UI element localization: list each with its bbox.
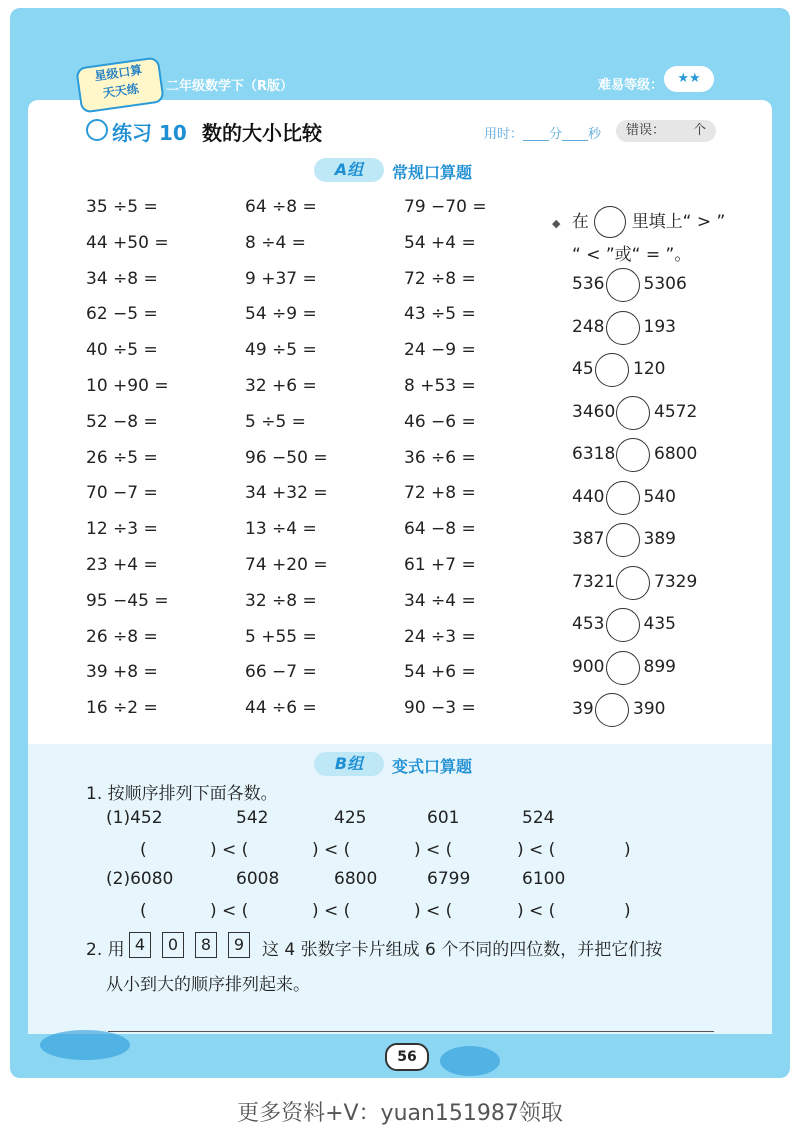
order-paren: ) [624, 901, 631, 921]
answer-circle[interactable] [595, 353, 629, 387]
calc-item: 39 +8 = [86, 662, 158, 683]
calc-item: 66 −7 = [245, 662, 317, 683]
calc-item: 24 ÷3 = [404, 626, 476, 647]
calc-item: 26 ÷5 = [86, 447, 158, 468]
compare-left-value: 45 [572, 359, 594, 379]
order-paren: ) < ( [414, 840, 453, 860]
order-number: 6800 [334, 869, 378, 889]
errors-unit: 个 [693, 123, 707, 138]
digit-card: 0 [162, 932, 184, 958]
group-a-title: 常规口算题 [392, 163, 473, 182]
logo-line1: 星级口算 [93, 62, 144, 84]
compare-right-value: 390 [633, 699, 666, 719]
calc-item: 32 +6 = [245, 376, 317, 396]
compare-right-value: 5306 [643, 274, 687, 294]
calc-item: 96 −50 = [245, 447, 328, 468]
calc-item: 49 ÷5 = [245, 340, 317, 361]
calc-item: 34 +32 = [245, 483, 328, 504]
order-paren: ) < ( [414, 901, 453, 921]
order-paren: ) < ( [210, 840, 249, 860]
calc-item: 23 +4 = [86, 555, 158, 575]
calc-item: 24 −9 = [404, 340, 476, 361]
compare-right-value: 7329 [654, 571, 698, 592]
calc-item: 34 ÷4 = [404, 590, 476, 611]
compare-instr-3: “ < ”或“ = ”。 [572, 245, 692, 265]
order-number: 6799 [427, 869, 471, 889]
calc-item: 54 +6 = [404, 662, 476, 683]
alarm-clock-icon [86, 119, 108, 141]
calc-item: 13 ÷4 = [245, 519, 317, 540]
calc-item: 40 ÷5 = [86, 340, 158, 361]
calc-item: 64 −8 = [404, 519, 476, 540]
sample-circle-icon [594, 206, 626, 238]
compare-left-value: 39 [572, 699, 594, 719]
compare-left-value: 3460 [572, 401, 616, 422]
watermark-text: 更多资料+V：yuan151987领取 [237, 1101, 563, 1126]
answer-circle[interactable] [606, 481, 640, 515]
calc-item: 26 ÷8 = [86, 626, 158, 647]
calc-item: 8 +53 = [404, 376, 476, 396]
answer-circle[interactable] [606, 608, 640, 642]
answer-circle[interactable] [595, 693, 629, 727]
order-number: 6008 [236, 869, 280, 889]
calc-item: 72 +8 = [404, 483, 476, 504]
calc-item: 79 −70 = [404, 197, 487, 217]
calc-item: 35 ÷5 = [86, 197, 158, 217]
order-paren: ) < ( [312, 901, 351, 921]
page-number: 56 [385, 1043, 429, 1071]
compare-left-value: 536 [572, 274, 605, 294]
exercise-title: 数的大小比较 [202, 121, 322, 145]
calc-item: 12 ÷3 = [86, 519, 158, 540]
calc-item: 16 ÷2 = [86, 698, 158, 719]
digit-card: 4 [129, 932, 151, 958]
question-1: 1. 按顺序排列下面各数。 [86, 784, 278, 804]
question-2-line2: 从小到大的顺序排列起来。 [106, 975, 310, 995]
calc-item: 5 ÷5 = [245, 411, 306, 432]
time-field: 用时：____分____秒 [484, 127, 602, 142]
digit-card: 9 [228, 932, 250, 958]
calc-item: 72 ÷8 = [404, 268, 476, 289]
answer-circle[interactable] [606, 651, 640, 685]
calc-item: 54 +4 = [404, 232, 476, 253]
answer-circle[interactable] [606, 311, 640, 345]
compare-left-value: 440 [572, 486, 605, 507]
order-number: (1)452 [106, 808, 163, 828]
calc-item: 54 ÷9 = [245, 304, 317, 325]
answer-circle[interactable] [616, 396, 650, 430]
calc-item: 61 +7 = [404, 555, 476, 575]
calc-item: 9 +37 = [245, 268, 317, 289]
answer-circle[interactable] [616, 566, 650, 600]
calc-item: 95 −45 = [86, 590, 169, 611]
difficulty-stars: ★★ [664, 66, 714, 92]
order-number: 601 [427, 808, 460, 828]
compare-right-value: 4572 [654, 401, 698, 422]
compare-right-value: 6800 [654, 444, 698, 464]
group-b-badge: B组 [314, 752, 384, 776]
calc-item: 90 −3 = [404, 698, 476, 719]
calc-item: 74 +20 = [245, 555, 328, 575]
question-2-suffix: 这 4 张数字卡片组成 6 个不同的四位数，并把它们按 [262, 940, 663, 960]
answer-circle[interactable] [606, 268, 640, 302]
difficulty-label: 难易等级： [598, 78, 664, 93]
exercise-label: 练习 10 [112, 121, 187, 145]
calc-item: 52 −8 = [86, 411, 158, 432]
calc-item: 64 ÷8 = [245, 197, 317, 217]
calc-item: 43 ÷5 = [404, 304, 476, 325]
wave-decoration-left [40, 1030, 130, 1060]
group-b-title: 变式口算题 [392, 757, 473, 776]
compare-right-value: 120 [633, 359, 666, 379]
order-paren: ) < ( [517, 840, 556, 860]
compare-right-value: 540 [643, 486, 676, 507]
order-paren: ) < ( [312, 840, 351, 860]
calc-item: 70 −7 = [86, 483, 158, 504]
order-number: 6100 [522, 869, 566, 889]
question-2-prefix: 2. 用 [86, 940, 125, 960]
compare-right-value: 899 [643, 656, 676, 677]
calc-item: 36 ÷6 = [404, 447, 476, 468]
wave-decoration-right [440, 1046, 500, 1076]
compare-left-value: 387 [572, 529, 605, 549]
compare-left-value: 900 [572, 656, 605, 677]
digit-card: 8 [195, 932, 217, 958]
order-number: 524 [522, 808, 555, 828]
compare-instr-1: 在 [571, 212, 589, 232]
errors-field [616, 120, 716, 142]
order-paren: ) < ( [210, 901, 249, 921]
compare-right-value: 435 [643, 614, 676, 634]
order-paren: ( [140, 840, 147, 860]
order-number: (2)6080 [106, 869, 174, 889]
calc-item: 10 +90 = [86, 376, 169, 396]
order-number: 542 [236, 808, 269, 828]
compare-left-value: 453 [572, 614, 605, 634]
subject-label: 二年级数学下（R版） [166, 79, 294, 94]
order-number: 425 [334, 808, 367, 828]
calc-item: 32 ÷8 = [245, 590, 317, 611]
compare-left-value: 6318 [572, 444, 616, 464]
group-a-badge: A组 [314, 158, 384, 182]
logo-line2: 天天练 [102, 81, 140, 101]
compare-left-value: 248 [572, 316, 605, 337]
calc-item: 8 ÷4 = [245, 232, 306, 253]
answer-circle[interactable] [606, 523, 640, 557]
order-paren: ) [624, 840, 631, 860]
calc-item: 44 ÷6 = [245, 698, 317, 719]
calc-item: 5 +55 = [245, 626, 317, 647]
footer-rule [108, 1031, 714, 1032]
exercise-header [86, 117, 726, 147]
order-paren: ) < ( [517, 901, 556, 921]
compare-right-value: 193 [643, 316, 676, 337]
calc-item: 62 −5 = [86, 304, 158, 325]
answer-circle[interactable] [616, 438, 650, 472]
compare-instr-2: 里填上“ > ” [631, 212, 726, 232]
errors-label: 错误： [626, 123, 666, 138]
compare-left-value: 7321 [572, 571, 616, 592]
diamond-bullet-icon: ◆ [552, 217, 561, 230]
compare-instruction [552, 206, 725, 238]
order-paren: ( [140, 901, 147, 921]
calc-item: 34 ÷8 = [86, 268, 158, 289]
calc-item: 46 −6 = [404, 411, 476, 432]
calc-item: 44 +50 = [86, 232, 169, 253]
compare-right-value: 389 [643, 529, 676, 549]
